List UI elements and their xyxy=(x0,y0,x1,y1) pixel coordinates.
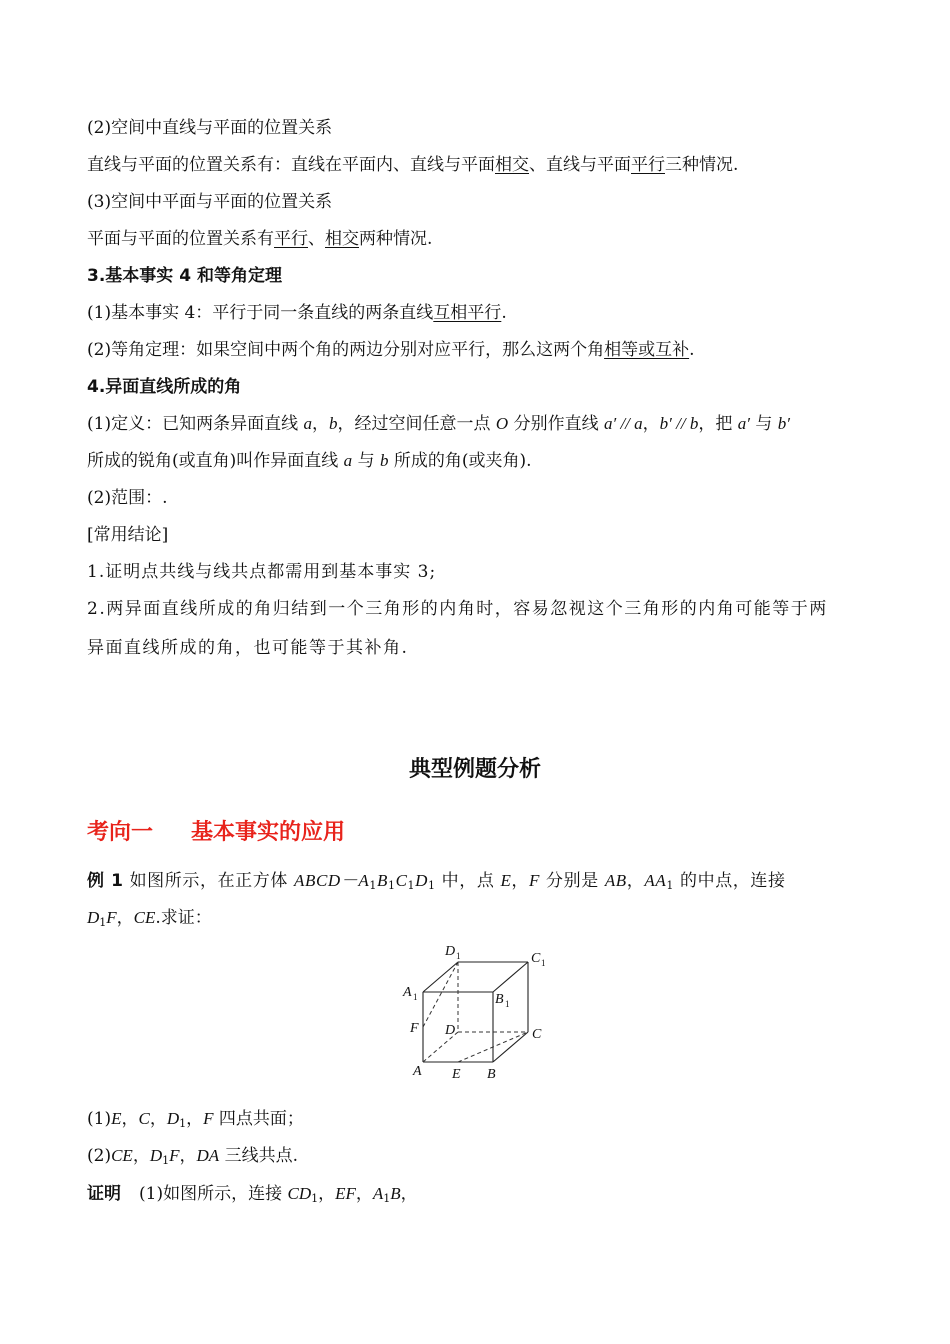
label-C1: C xyxy=(531,951,541,966)
text: 所成的锐角(或直角)叫作异面直线 xyxy=(87,451,344,471)
text: ，把 xyxy=(698,414,738,434)
proof-line xyxy=(87,1182,867,1211)
text: 四点共面； xyxy=(213,1109,304,1129)
label-B1-sub: 1 xyxy=(505,999,510,1009)
para-definition xyxy=(87,412,867,436)
subscript: 1 xyxy=(383,1192,391,1205)
text: 与 xyxy=(749,414,778,434)
text: ， xyxy=(132,1146,150,1166)
var: C xyxy=(395,871,408,890)
text: 分别是 xyxy=(540,871,605,891)
topic-number: 考向一 xyxy=(87,820,154,845)
var: F xyxy=(169,1146,180,1165)
var: D xyxy=(87,908,100,927)
para-equal-angle-theorem xyxy=(87,338,867,362)
text: 、 xyxy=(308,229,325,249)
subscript: 1 xyxy=(162,1154,170,1167)
question-2 xyxy=(87,1144,867,1173)
common-conclusions-label: [常用结论] xyxy=(87,525,169,545)
label-E: E xyxy=(452,1067,461,1082)
answer-blank: 相等或互补 xyxy=(604,340,690,360)
para-line-plane-relations xyxy=(87,153,867,177)
text: ， xyxy=(511,871,530,891)
var: E xyxy=(500,871,512,890)
text: 三线共点. xyxy=(219,1146,298,1166)
text: 三种情况. xyxy=(665,155,739,175)
topic-heading xyxy=(87,815,345,846)
label-A: A xyxy=(413,1064,422,1079)
label-B: B xyxy=(487,1067,496,1082)
var: CE xyxy=(111,1146,133,1165)
var: AA xyxy=(644,871,667,890)
var: a′ xyxy=(737,414,750,433)
var: a xyxy=(343,451,353,470)
example-1-line xyxy=(87,869,867,898)
subscript: 1 xyxy=(387,879,396,892)
subscript: 1 xyxy=(666,879,674,892)
conclusion-1: 1.证明点共线与线共点都需用到基本事实 3; xyxy=(87,562,437,582)
var: b xyxy=(379,451,389,470)
var: A xyxy=(372,1184,384,1203)
example-label: 例 1 xyxy=(87,871,124,891)
proof-label: 证明 xyxy=(87,1184,121,1204)
conclusion-2-cont: 异面直线所成的角，也可能等于其补角. xyxy=(87,638,409,658)
var: B xyxy=(390,1184,401,1203)
subscript: 1 xyxy=(179,1117,187,1130)
example-1-line-2 xyxy=(87,906,867,935)
answer-blank: 平行 xyxy=(631,155,665,175)
subscript: 1 xyxy=(407,879,416,892)
section-title: 典型例题分析 xyxy=(408,757,541,782)
heading-skew-lines-angle: 4.异面直线所成的角 xyxy=(87,377,242,397)
label-C1-sub: 1 xyxy=(541,958,546,968)
conclusion-2: 2.两异面直线所成的角归结到一个三角形的内角时，容易忽视这个三角形的内角可能等于两 xyxy=(87,599,828,619)
text: (1) xyxy=(87,1109,112,1129)
text: .求证： xyxy=(155,908,212,928)
label-A1-sub: 1 xyxy=(413,992,418,1002)
text: ， xyxy=(116,908,134,928)
text: ， xyxy=(149,1109,167,1129)
label-D: D xyxy=(445,1023,456,1038)
text: 两种情况. xyxy=(359,229,433,249)
text: 中，点 xyxy=(435,871,501,891)
var: CE xyxy=(133,908,156,927)
text: ， xyxy=(642,414,660,434)
var: DA xyxy=(196,1146,220,1165)
var: AB xyxy=(604,871,627,890)
text: (1)基本事实 4：平行于同一条直线的两条直线 xyxy=(87,303,434,323)
var: EF xyxy=(335,1184,356,1203)
cube-figure xyxy=(395,940,565,1085)
var: b′ // b xyxy=(659,414,699,433)
var: F xyxy=(529,871,541,890)
var: D xyxy=(415,871,429,890)
para-plane-plane: (3)空间中平面与平面的位置关系 xyxy=(87,192,333,212)
var: ABCD－A xyxy=(293,871,370,890)
text: 所成的角(或夹角). xyxy=(388,451,532,471)
heading-basic-fact-4: 3.基本事实 4 和等角定理 xyxy=(87,266,282,286)
label-D1: D xyxy=(445,944,456,959)
text: (2) xyxy=(87,1146,112,1166)
var: E xyxy=(111,1109,122,1128)
var: B xyxy=(376,871,388,890)
text: 与 xyxy=(352,451,380,471)
text: ， xyxy=(318,1184,336,1204)
var: CD xyxy=(287,1184,312,1203)
text: 、直线与平面 xyxy=(529,155,631,175)
text: 平面与平面的位置关系有 xyxy=(87,229,274,249)
var: D xyxy=(166,1109,180,1128)
text: (2)等角定理：如果空间中两个角的两边分别对应平行，那么这两个角 xyxy=(87,340,605,360)
var: a xyxy=(303,414,312,433)
label-D1-sub: 1 xyxy=(456,951,461,961)
subscript: 1 xyxy=(311,1192,319,1205)
var: O xyxy=(495,414,509,433)
text: ， xyxy=(186,1109,204,1129)
text: ， xyxy=(626,871,645,891)
text: . xyxy=(689,340,695,360)
text: 直线与平面的位置关系有：直线在平面内、直线与平面 xyxy=(87,155,495,175)
label-B1: B xyxy=(495,992,504,1007)
var: a′ // a xyxy=(603,414,643,433)
label-C: C xyxy=(532,1027,542,1042)
label-F: F xyxy=(410,1021,419,1036)
subscript: 1 xyxy=(99,916,107,929)
text: (1)定义：已知两条异面直线 xyxy=(87,414,304,434)
topic-title: 基本事实的应用 xyxy=(191,820,346,845)
text: ， xyxy=(179,1146,197,1166)
question-1 xyxy=(87,1107,867,1136)
text: 的中点，连接 xyxy=(673,871,786,891)
var: b′ xyxy=(777,414,790,433)
para-line-relation: (2)空间中直线与平面的位置关系 xyxy=(87,118,333,138)
var: F xyxy=(203,1109,214,1128)
var: b xyxy=(328,414,338,433)
text: 分别作直线 xyxy=(508,414,604,434)
text: ，经过空间任意一点 xyxy=(337,414,496,434)
answer-blank: 相交 xyxy=(495,155,529,175)
text: 如图所示，在正方体 xyxy=(123,871,294,891)
answer-blank: 平行 xyxy=(274,229,308,249)
text: . xyxy=(501,303,507,323)
subscript: 1 xyxy=(369,879,377,892)
var: D xyxy=(149,1146,163,1165)
text: ， xyxy=(121,1109,139,1129)
subscript: 1 xyxy=(428,879,436,892)
answer-blank: 相交 xyxy=(325,229,359,249)
para-range: (2)范围：. xyxy=(87,488,168,508)
var: C xyxy=(138,1109,150,1128)
para-basic-fact-4 xyxy=(87,301,867,325)
para-plane-plane-relations xyxy=(87,227,867,251)
var: F xyxy=(106,908,117,927)
answer-blank: 互相平行 xyxy=(433,303,502,323)
label-A1: A xyxy=(403,985,412,1000)
text: (1)如图所示，连接 xyxy=(139,1184,288,1204)
text: ， xyxy=(311,414,329,434)
text: ， xyxy=(400,1184,418,1204)
text: ， xyxy=(355,1184,373,1204)
para-definition-cont xyxy=(87,449,867,473)
cube-diagram xyxy=(395,940,565,1085)
